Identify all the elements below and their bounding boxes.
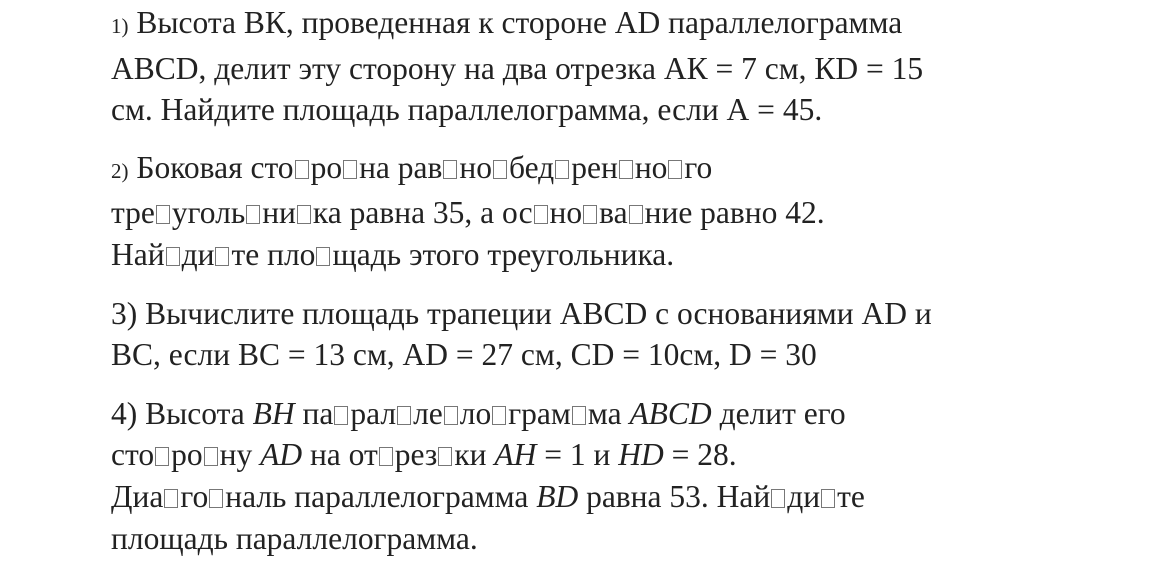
text-segment: но	[634, 149, 668, 185]
missing-glyph-box	[295, 160, 309, 179]
math-variable: AH	[494, 437, 537, 473]
problem-1-line-3: см. Найдите площадь параллелограмма, если А = 45.	[111, 92, 823, 128]
missing-glyph-box	[771, 489, 785, 508]
text-segment: ди	[181, 236, 215, 272]
text-segment: ро	[310, 149, 343, 185]
missing-glyph-box	[444, 406, 458, 425]
text-segment: рез	[394, 437, 438, 473]
text-segment: ло	[459, 395, 492, 431]
text-segment: ки	[454, 437, 495, 473]
missing-glyph-box	[397, 406, 411, 425]
missing-glyph-box	[316, 247, 330, 266]
text-segment: грам	[508, 395, 571, 431]
missing-glyph-box	[379, 447, 393, 466]
problem-number: 1)	[111, 14, 129, 38]
text-segment: ние равно 42.	[644, 195, 825, 231]
problem-4-line-2	[111, 434, 1151, 476]
text-segment: сто	[111, 437, 155, 473]
math-variable: ABCD	[629, 395, 712, 431]
missing-glyph-box	[555, 160, 569, 179]
missing-glyph-box	[629, 205, 643, 224]
math-variable: BH	[252, 395, 295, 431]
text-segment: но	[549, 195, 583, 231]
missing-glyph-box	[821, 489, 835, 508]
text-segment: ну	[219, 437, 261, 473]
missing-glyph-box	[246, 205, 260, 224]
missing-glyph-box	[493, 160, 507, 179]
text-segment: уголь	[171, 195, 246, 231]
missing-glyph-box	[443, 160, 457, 179]
problem-2-line-2	[111, 192, 1151, 234]
math-variable: BD	[536, 478, 579, 514]
missing-glyph-box	[619, 160, 633, 179]
math-variable: AD	[260, 437, 303, 473]
text-segment: ма	[587, 395, 630, 431]
missing-glyph-box	[334, 406, 348, 425]
problem-3-line-1	[111, 293, 1151, 335]
math-variable: HD	[618, 437, 664, 473]
text-segment: = 1 и	[536, 437, 619, 473]
text-segment: го	[684, 149, 713, 185]
text-segment: те	[837, 478, 865, 514]
text-segment: = 28.	[663, 437, 737, 473]
problem-text: Вычислите площадь трапеции ABCD с основаниями AD и	[145, 295, 932, 331]
missing-glyph-box	[572, 406, 586, 425]
text-segment: на рав	[359, 149, 443, 185]
problem-text: Высота ВК, проведенная к стороне АD параллелограмма	[136, 5, 903, 40]
text-segment: бед	[509, 149, 555, 185]
problem-number: 3)	[111, 295, 138, 331]
text-segment: щадь этого треугольника.	[332, 236, 675, 272]
problem-3	[111, 293, 1151, 376]
text-segment: Най	[111, 236, 165, 272]
problem-4-line-4: площадь параллелограмма.	[111, 520, 478, 556]
problem-number: 2)	[111, 158, 129, 183]
missing-glyph-box	[343, 160, 357, 179]
text-segment: ле	[413, 395, 443, 431]
text-segment: Диа	[111, 478, 164, 514]
missing-glyph-box	[166, 247, 180, 266]
text-segment: делит его	[711, 395, 846, 431]
text-segment: те пло	[231, 236, 316, 272]
text-segment: на от	[302, 437, 378, 473]
problem-3-line-2: BC, если BC = 13 см, AD = 27 см, CD = 10см, D = 30	[111, 337, 817, 373]
problem-2-line-1	[111, 147, 1151, 193]
missing-glyph-box	[164, 489, 178, 508]
missing-glyph-box	[492, 406, 506, 425]
text-segment: рал	[350, 395, 397, 431]
missing-glyph-box	[215, 247, 229, 266]
problem-document	[111, 2, 1151, 559]
text-segment: ро	[171, 437, 203, 473]
text-segment: тре	[111, 195, 155, 231]
missing-glyph-box	[204, 447, 218, 466]
text-segment: ва	[599, 195, 628, 231]
text-segment: ка равна 35, а ос	[312, 195, 533, 231]
problem-number: 4)	[111, 395, 138, 431]
problem-4	[111, 393, 1151, 559]
text-segment: равна 53. Най	[578, 478, 771, 514]
text-segment: го	[180, 478, 209, 514]
problem-4-line-3	[111, 476, 1151, 518]
problem-4-line-1	[111, 393, 1151, 435]
missing-glyph-box	[668, 160, 682, 179]
missing-glyph-box	[583, 205, 597, 224]
problem-1	[111, 2, 1151, 131]
text-segment: па	[294, 395, 334, 431]
text-segment: наль параллелограмма	[225, 478, 537, 514]
text-segment: Боковая сто	[136, 149, 294, 185]
missing-glyph-box	[438, 447, 452, 466]
text-segment: рен	[571, 149, 618, 185]
missing-glyph-box	[534, 205, 548, 224]
problem-2-line-3	[111, 234, 1151, 276]
problem-1-line-1	[111, 2, 1151, 48]
text-segment: но	[459, 149, 492, 185]
text-segment: ди	[787, 478, 821, 514]
problem-2	[111, 147, 1151, 276]
text-segment: ни	[262, 195, 296, 231]
missing-glyph-box	[297, 205, 311, 224]
text-segment: Высота	[145, 395, 253, 431]
problem-1-line-2: АВСD, делит эту сторону на два отрезка АК = 7 см, КD = 15	[111, 50, 924, 86]
missing-glyph-box	[209, 489, 223, 508]
missing-glyph-box	[155, 447, 169, 466]
missing-glyph-box	[156, 205, 170, 224]
